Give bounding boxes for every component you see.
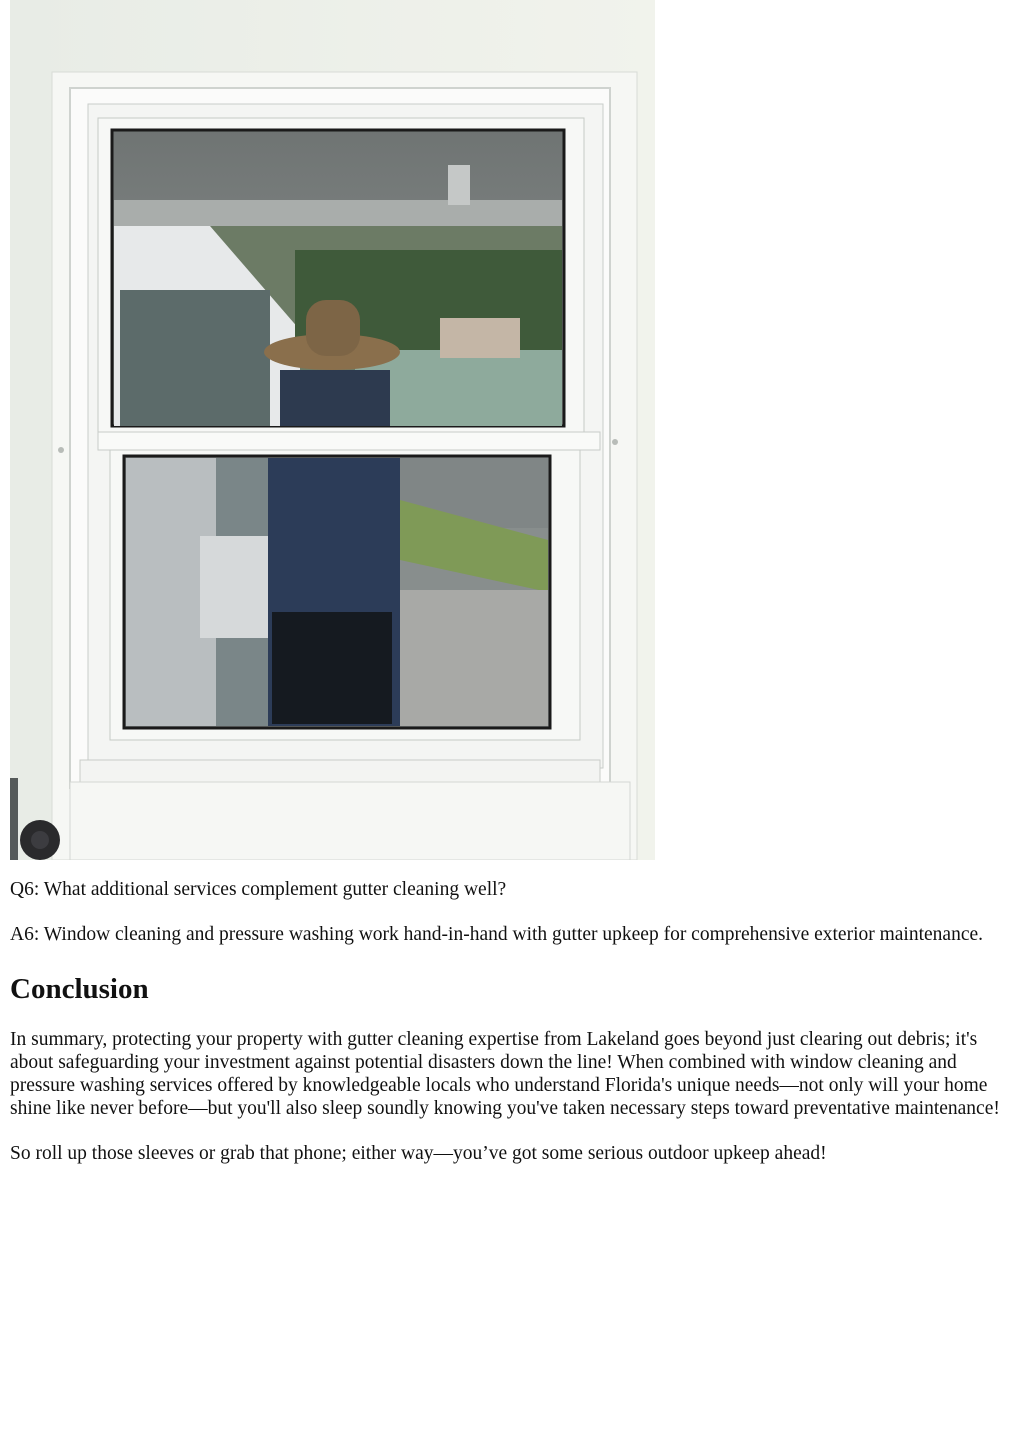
faq-question: Q6: What additional services complement gutter cleaning well? bbox=[10, 879, 507, 900]
conclusion-heading: Conclusion bbox=[10, 973, 149, 1005]
article-body bbox=[10, 878, 1010, 1187]
window-photo bbox=[10, 0, 655, 860]
conclusion-paragraph: In summary, protecting your property with gutter cleaning expertise from Lakeland goes beyond just clearing out debris; it's about safeguarding your investment against potential disasters down the line! When combined with window cleaning and pressure washing services offered by knowledgeable locals who understand Florida's unique needs—not only will your home shine like never before—but you'll also sleep soundly knowing you've taken necessary steps toward preventative maintenance! bbox=[10, 1029, 1000, 1119]
closing-paragraph: So roll up those sleeves or grab that phone; either way—you’ve got some serious outdoor upkeep ahead! bbox=[10, 1143, 827, 1164]
faq-answer: A6: Window cleaning and pressure washing work hand-in-hand with gutter upkeep for comprehensive exterior maintenance. bbox=[10, 924, 984, 945]
